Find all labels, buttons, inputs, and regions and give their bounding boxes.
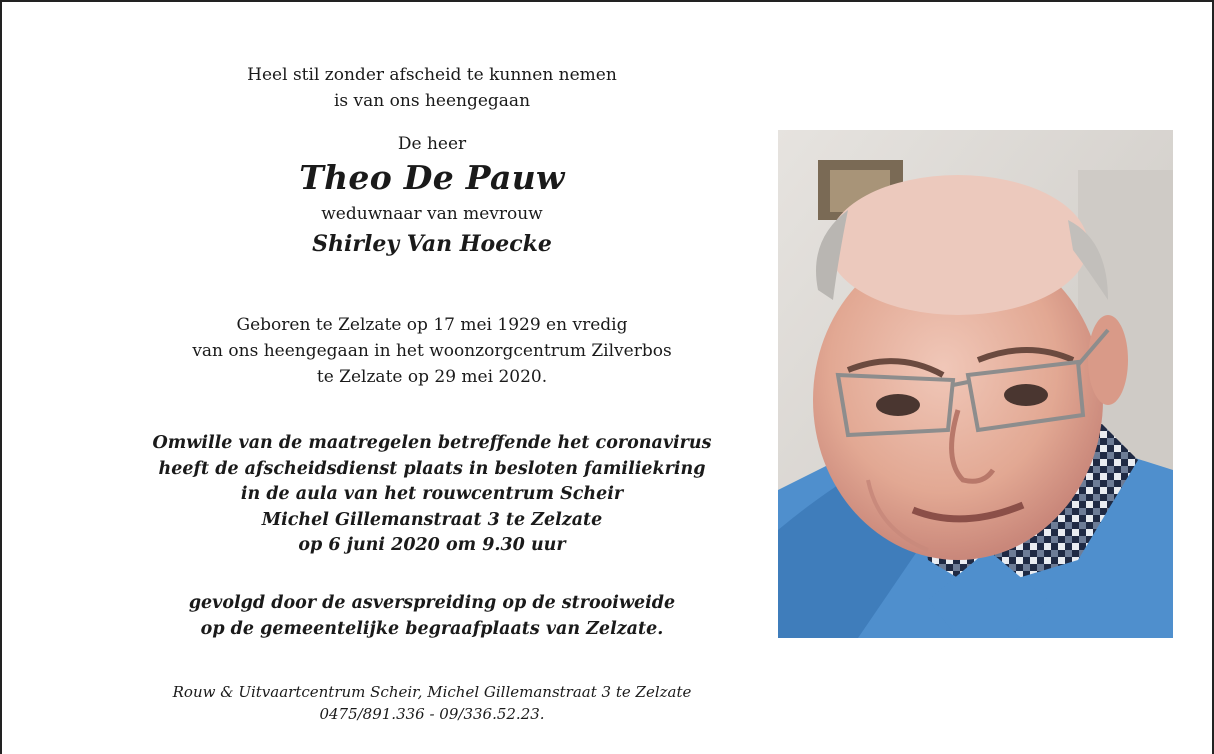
service-line: Michel Gillemanstraat 3 te Zelzate: [261, 509, 603, 530]
followup-line: op de gemeentelijke begraafplaats van Zelzate.: [200, 618, 664, 639]
intro-line: Heel stil zonder afscheid te kunnen nemen: [247, 65, 617, 85]
service-details: [132, 431, 732, 559]
birth-line: van ons heengegaan in het woonzorgcentrum Zilverbos: [192, 341, 672, 361]
ear: [1088, 315, 1128, 405]
spouse-name: Shirley Van Hoecke: [312, 231, 552, 257]
eye-right: [1004, 384, 1048, 406]
service-line: heeft de afscheidsdienst plaats in besloten familiekring: [158, 458, 706, 479]
birth-line: Geboren te Zelzate op 17 mei 1929 en vredig: [236, 315, 628, 335]
intro-line: is van ons heengegaan: [333, 91, 531, 111]
intro-text: [132, 62, 732, 114]
footer-line: Rouw & Uitvaartcentrum Scheir, Michel Gillemanstraat 3 te Zelzate: [172, 683, 692, 701]
bald-head: [828, 175, 1088, 315]
followup-details: [132, 591, 732, 642]
service-line: in de aula van het rouwcentrum Scheir: [240, 484, 624, 504]
widow-label: weduwnaar van mevrouw: [321, 204, 543, 224]
eye-left: [876, 394, 920, 416]
footer-line: 0475/891.336 - 09/336.52.23.: [319, 705, 545, 723]
birth-details: [132, 312, 732, 390]
service-line: Omwille van de maatregelen betreffende het coronavirus: [152, 433, 712, 453]
deceased-name: Theo De Pauw: [299, 158, 565, 197]
birth-line: te Zelzate op 29 mei 2020.: [316, 367, 548, 387]
portrait-photo: [778, 130, 1173, 638]
funeral-home-footer: [132, 681, 732, 725]
followup-line: gevolgd door de asverspreiding op de strooiweide: [188, 593, 676, 613]
portrait-illustration: [778, 130, 1173, 638]
service-line: op 6 juni 2020 om 9.30 uur: [298, 535, 566, 555]
title-prefix: De heer: [397, 134, 467, 154]
